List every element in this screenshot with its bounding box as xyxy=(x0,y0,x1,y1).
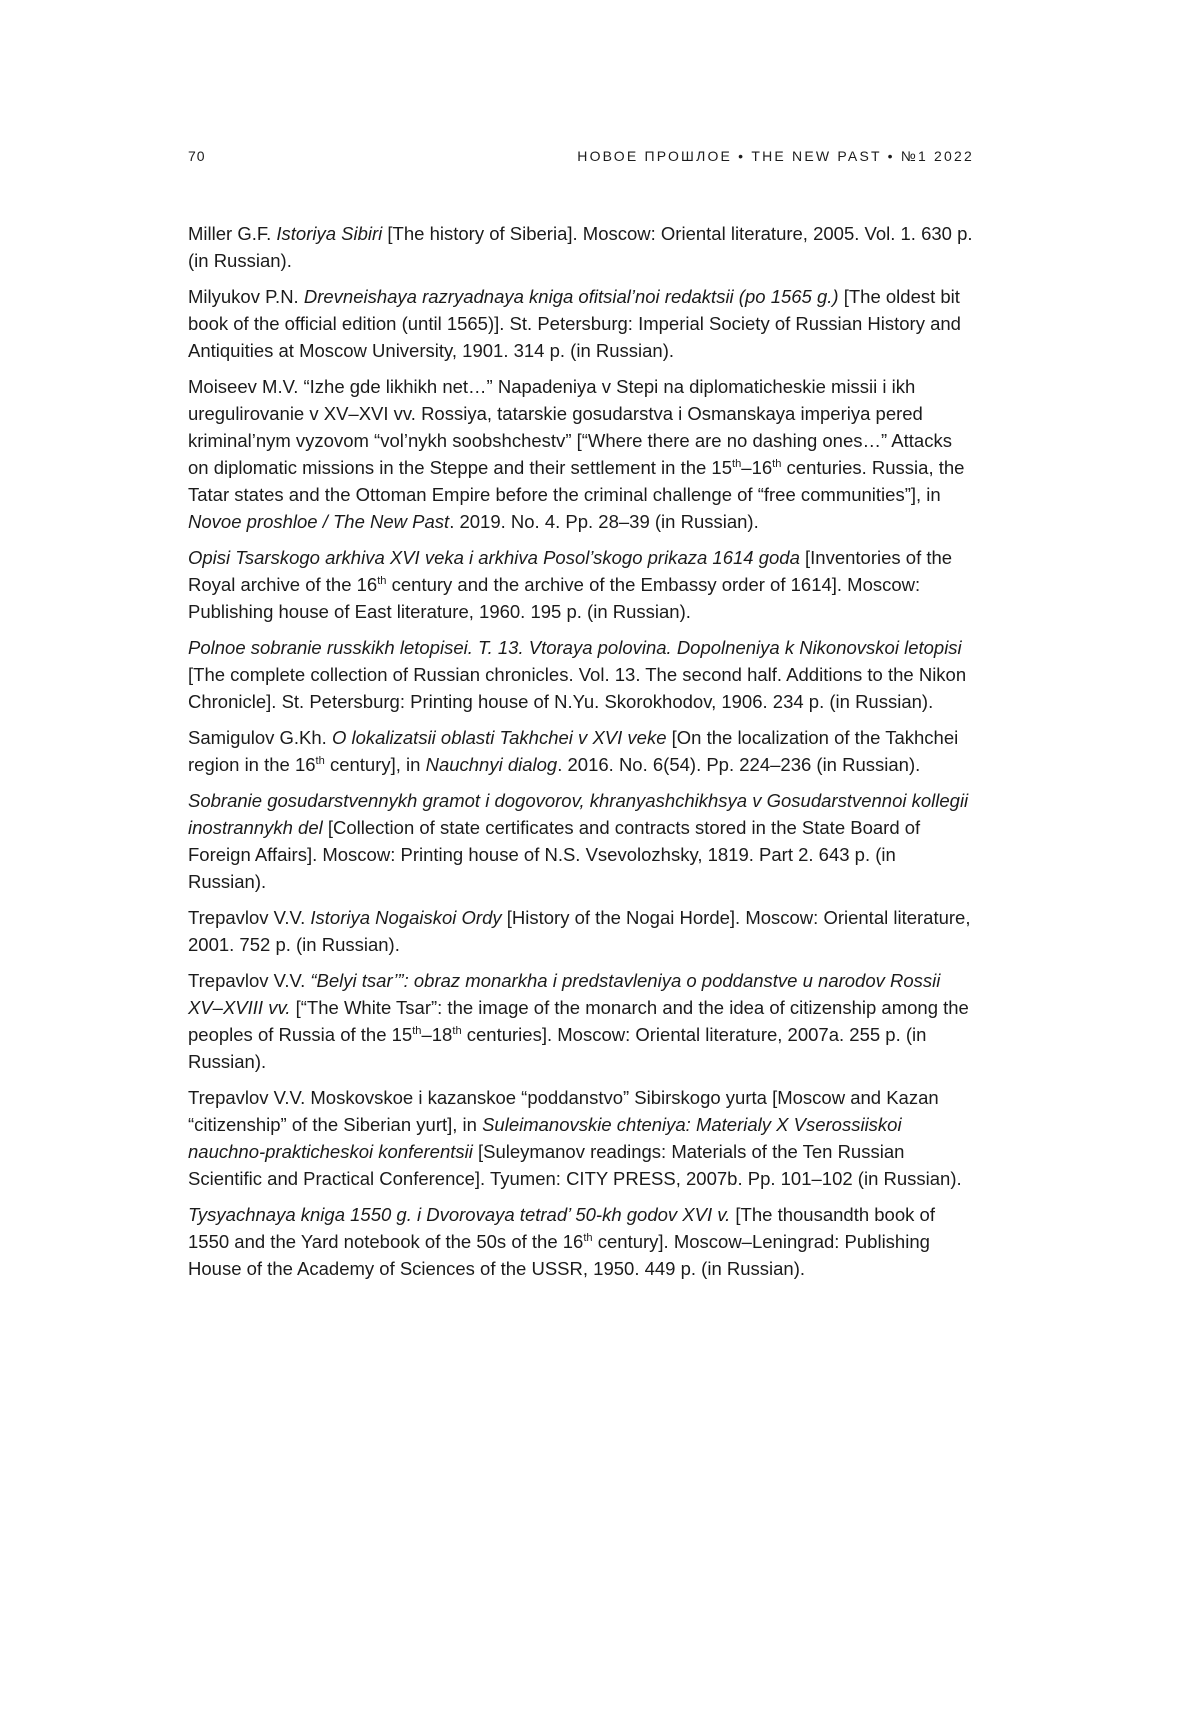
reference-entry xyxy=(188,787,976,895)
ordinal-superscript: th xyxy=(315,754,325,767)
ordinal-superscript: th xyxy=(412,1024,422,1037)
reference-title-segment: Istoriya Sibiri xyxy=(276,223,383,244)
reference-text-segment: [The thousandth book of 1550 and the Yard notebook of the 50s of the 16 xyxy=(188,1204,935,1252)
reference-title-segment: Suleimanovskie chteniya: Materialy X Vserossiiskoi nauchno-prakticheskoi konferentsii xyxy=(188,1114,902,1162)
reference-text-segment: –16 xyxy=(741,457,773,478)
reference-text-segment: . 2016. No. 6(54). Pp. 224–236 (in Russian). xyxy=(557,754,921,775)
ordinal-superscript: th xyxy=(732,457,742,470)
reference-title-segment: Novoe proshloe / The New Past xyxy=(188,511,450,532)
ordinal-superscript: th xyxy=(452,1024,462,1037)
reference-entry xyxy=(188,724,976,778)
reference-text-segment: Trepavlov V.V. Moskovskoe i kazanskoe “poddanstvo” Sibirskogo yurta [Moscow and Kazan “citizenship” of the Siberian yurt], in xyxy=(188,1087,939,1135)
reference-entry xyxy=(188,1201,976,1282)
reference-title-segment: O lokalizatsii oblasti Takhchei v XVI veke xyxy=(331,727,667,748)
reference-text-segment: [The history of Siberia]. Moscow: Oriental literature, 2005. Vol. 1. 630 p. (in Russian). xyxy=(188,223,973,271)
references-list xyxy=(188,220,976,1291)
reference-entry xyxy=(188,967,976,1075)
reference-title-segment: Opisi Tsarskogo arkhiva XVI veka i arkhiva Posol’skogo prikaza 1614 goda xyxy=(188,547,800,568)
page-number: 70 xyxy=(188,148,206,164)
reference-text-segment: [On the localization of the Takhchei region in the 16 xyxy=(188,727,959,775)
reference-text-segment: centuries. Russia, the Tatar states and the Ottoman Empire before the criminal challenge of “free communities”], in xyxy=(188,457,965,505)
reference-text-segment: century], in xyxy=(324,754,426,775)
reference-text-segment: [“The White Tsar”: the image of the monarch and the idea of citizenship among the peoples of Russia of the 15 xyxy=(188,997,969,1045)
reference-text-segment: Moiseev M.V. “Izhe gde likhikh net…” Napadeniya v Stepi na diplomaticheskie missii i ikh uregulirovanie v XV–XVI vv. Rossiya, tatarskie gosudarstva i Osmanskaya imperiya pered kriminal’nym vyzovom “vol’nykh soobshchestv” [“Where there are no dashing ones…” Attacks on diplomatic missions in the Steppe and their settlement in the 15 xyxy=(188,376,952,478)
reference-text-segment: Samigulov G.Kh. xyxy=(188,727,332,748)
reference-text-segment: –18 xyxy=(421,1024,453,1045)
reference-text-segment: centuries]. Moscow: Oriental literature, 2007a. 255 p. (in Russian). xyxy=(188,1024,927,1072)
reference-text-segment: [History of the Nogai Horde]. Moscow: Oriental literature, 2001. 752 p. (in Russian). xyxy=(188,907,971,955)
reference-text-segment: century]. Moscow–Leningrad: Publishing House of the Academy of Sciences of the USSR, 1950. 449 p. (in Russian). xyxy=(188,1231,930,1279)
reference-entry xyxy=(188,1084,976,1192)
reference-text-segment: Milyukov P.N. xyxy=(188,286,304,307)
reference-text-segment: [Suleymanov readings: Materials of the Ten Russian Scientific and Practical Conference]. Tyumen: CITY PRESS, 2007b. Pp. 101–102 (in Russian). xyxy=(188,1141,962,1189)
reference-text-segment: Miller G.F. xyxy=(188,223,277,244)
reference-entry xyxy=(188,544,976,625)
reference-entry xyxy=(188,904,976,958)
reference-title-segment: Tysyachnaya kniga 1550 g. i Dvorovaya tetrad’ 50-kh godov XVI v. xyxy=(188,1204,731,1225)
reference-title-segment: Drevneishaya razryadnaya kniga ofitsial’noi redaktsii (po 1565 g.) xyxy=(303,286,839,307)
reference-entry xyxy=(188,220,976,274)
reference-text-segment: Trepavlov V.V. xyxy=(188,907,311,928)
reference-title-segment: Istoriya Nogaiskoi Ordy xyxy=(310,907,502,928)
reference-entry xyxy=(188,373,976,535)
reference-text-segment: [The complete collection of Russian chronicles. Vol. 13. The second half. Additions to the Nikon Chronicle]. St. Petersburg: Printing house of N.Yu. Skorokhodov, 1906. 234 p. (in Russian). xyxy=(188,664,967,712)
journal-header: НОВОЕ ПРОШЛОЕ • THE NEW PAST • №1 2022 xyxy=(577,148,974,164)
reference-text-segment: [Inventories of the Royal archive of the 16 xyxy=(188,547,953,595)
reference-title-segment: Nauchnyi dialog xyxy=(425,754,558,775)
reference-entry xyxy=(188,634,976,715)
reference-text-segment: [The oldest bit book of the official edition (until 1565)]. St. Petersburg: Imperial Society of Russian History and Antiquities at Moscow University, 1901. 314 p. (in Russian). xyxy=(188,286,961,361)
reference-text-segment: Trepavlov V.V. xyxy=(188,970,311,991)
ordinal-superscript: th xyxy=(772,457,782,470)
reference-text-segment: . 2019. No. 4. Pp. 28–39 (in Russian). xyxy=(449,511,759,532)
reference-title-segment: Polnoe sobranie russkikh letopisei. T. 13. Vtoraya polovina. Dopolneniya k Nikonovskoi letopisi xyxy=(188,637,962,658)
reference-text-segment: century and the archive of the Embassy order of 1614]. Moscow: Publishing house of East literature, 1960. 195 p. (in Russian). xyxy=(188,574,921,622)
running-head xyxy=(188,148,974,164)
ordinal-superscript: th xyxy=(583,1231,593,1244)
reference-entry xyxy=(188,283,976,364)
reference-title-segment: “Belyi tsar’”: obraz monarkha i predstavleniya o poddanstve u narodov Rossii XV–XVIII vv. xyxy=(188,970,941,1018)
reference-title-segment: Sobranie gosudarstvennykh gramot i dogovorov, khranyashchikhsya v Gosudarstvennoi kollegii inostrannykh del xyxy=(188,790,969,838)
ordinal-superscript: th xyxy=(377,574,387,587)
reference-text-segment: [Collection of state certificates and contracts stored in the State Board of Foreign Affairs]. Moscow: Printing house of N.S. Vsevolozhsky, 1819. Part 2. 643 p. (in Russian). xyxy=(188,817,921,892)
